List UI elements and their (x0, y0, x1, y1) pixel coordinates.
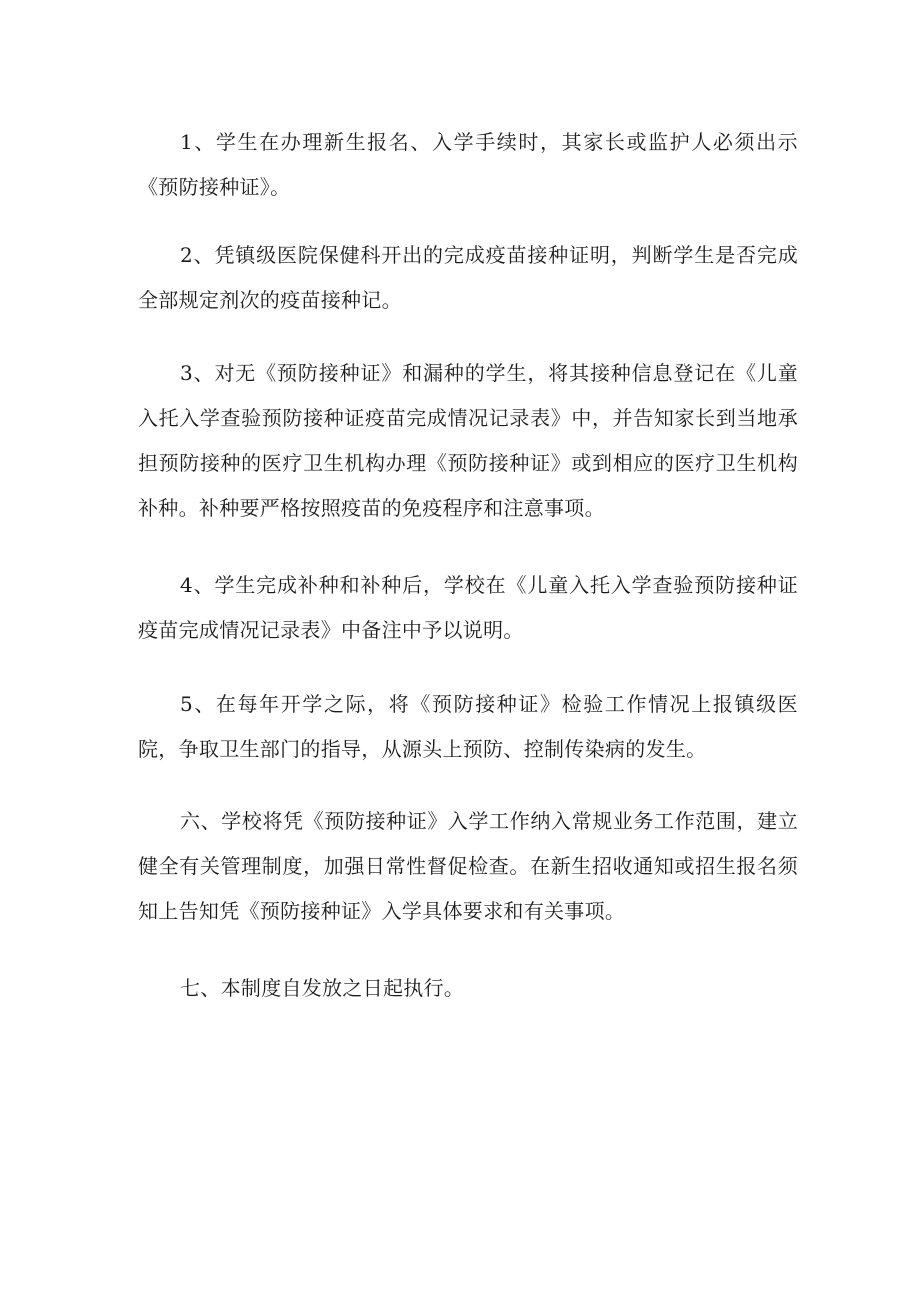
paragraph-7: 七、本制度自发放之日起执行。 (180, 976, 465, 1000)
paragraph-6: 六、学校将凭《预防接种证》入学工作纳入常规业务工作范围，建立健全有关管理制度，加强日常性督促检查。在新生招收通知或招生报名须知上告知凭《预防接种证》入学具体要求和有关事项。 (138, 809, 798, 923)
paragraph-3: 3、对无《预防接种证》和漏种的学生，将其接种信息登记在《儿童入托入学查验预防接种证疫苗完成情况记录表》中，并告知家长到当地承担预防接种的医疗卫生机构办理《预防接种证》或到相应的医疗卫生机构补种。补种要严格按照疫苗的免疫程序和注意事项。 (138, 361, 798, 520)
paragraph-4: 4、学生完成补种和补种后，学校在《儿童入托入学查验预防接种证疫苗完成情况记录表》中备注中予以说明。 (138, 573, 798, 642)
paragraph-1: 1、学生在办理新生报名、入学手续时，其家长或监护人必须出示《预防接种证》。 (138, 130, 798, 199)
paragraph-2: 2、凭镇级医院保健科开出的完成疫苗接种证明，判断学生是否完成全部规定剂次的疫苗接种记。 (138, 243, 798, 312)
paragraph-5: 5、在每年开学之际，将《预防接种证》检验工作情况上报镇级医院，争取卫生部门的指导，从源头上预防、控制传染病的发生。 (138, 692, 798, 761)
